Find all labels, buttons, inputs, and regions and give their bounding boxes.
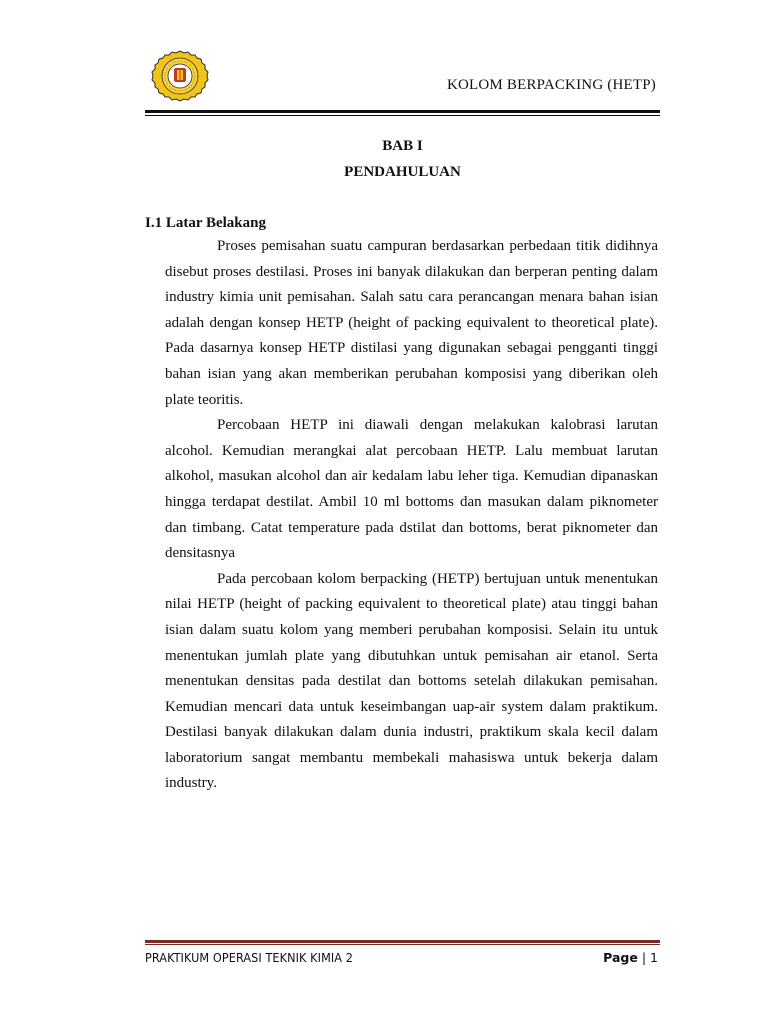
header-divider-thin (145, 115, 660, 116)
page-number: 1 (650, 950, 658, 965)
section-body (165, 234, 658, 797)
page-separator: | (641, 950, 647, 965)
university-seal-logo (148, 50, 212, 102)
paragraph: Pada percobaan kolom berpacking (HETP) bertujuan untuk menentukan nilai HETP (height of packing equivalent to theoretical plate) atau tinggi bahan isian dalam suatu kolom yang memberi perubahan komposisi. Selain itu untuk menentukan jumlah plate yang dibutuhkan untuk pemisahan air etanol. Serta menentukan densitas pada destilat dan bottoms setelah dilakukan pemisahan. Kemudian mencari data untuk keseimbangan uap-air system dalam praktikum. Destilasi banyak dilakukan dalam dunia industri, praktikum skala kecil dalam laboratorium sangat membantu membekali mahasiswa untuk bekerja dalam industry. (165, 570, 658, 792)
chapter-number: BAB I (382, 138, 423, 154)
page-label: Page (603, 950, 638, 965)
footer-divider-thin (145, 944, 660, 945)
header-divider-thick (145, 110, 660, 113)
section-heading: I.1 Latar Belakang (145, 215, 266, 231)
footer-divider (145, 940, 660, 945)
footer-divider-thick (145, 940, 660, 943)
running-header-title: KOLOM BERPACKING (HETP) (446, 77, 656, 93)
header-divider (145, 110, 660, 116)
footer-page-indicator (603, 950, 658, 965)
paragraph: Percobaan HETP ini diawali dengan melakukan kalobrasi larutan alcohol. Kemudian merangkai alat percobaan HETP. Lalu membuat larutan alkohol, masukan alcohol dan air kedalam labu leher tiga. Kemudian dipanaskan hingga terdapat destilat. Ambil 10 ml bottoms dan masukan dalam piknometer dan timbang. Catat temperature pada dstilat dan bottoms, berat piknometer dan densitasnya (165, 417, 658, 562)
chapter-title: PENDAHULUAN (344, 164, 461, 180)
footer-course-title: PRAKTIKUM OPERASI TEKNIK KIMIA 2 (145, 950, 353, 965)
paragraph: Proses pemisahan suatu campuran berdasarkan perbedaan titik didihnya disebut proses destilasi. Proses ini banyak dilakukan dan berperan penting dalam industry kimia unit pemisahan. Salah satu cara perancangan menara bahan isian adalah dengan konsep HETP (height of packing equivalent to theoretical plate). Pada dasarnya konsep HETP distilasi yang digunakan sebagai pengganti tinggi bahan isian yang akan memberikan perubahan komposisi yang diberikan oleh plate teoritis. (165, 238, 658, 408)
